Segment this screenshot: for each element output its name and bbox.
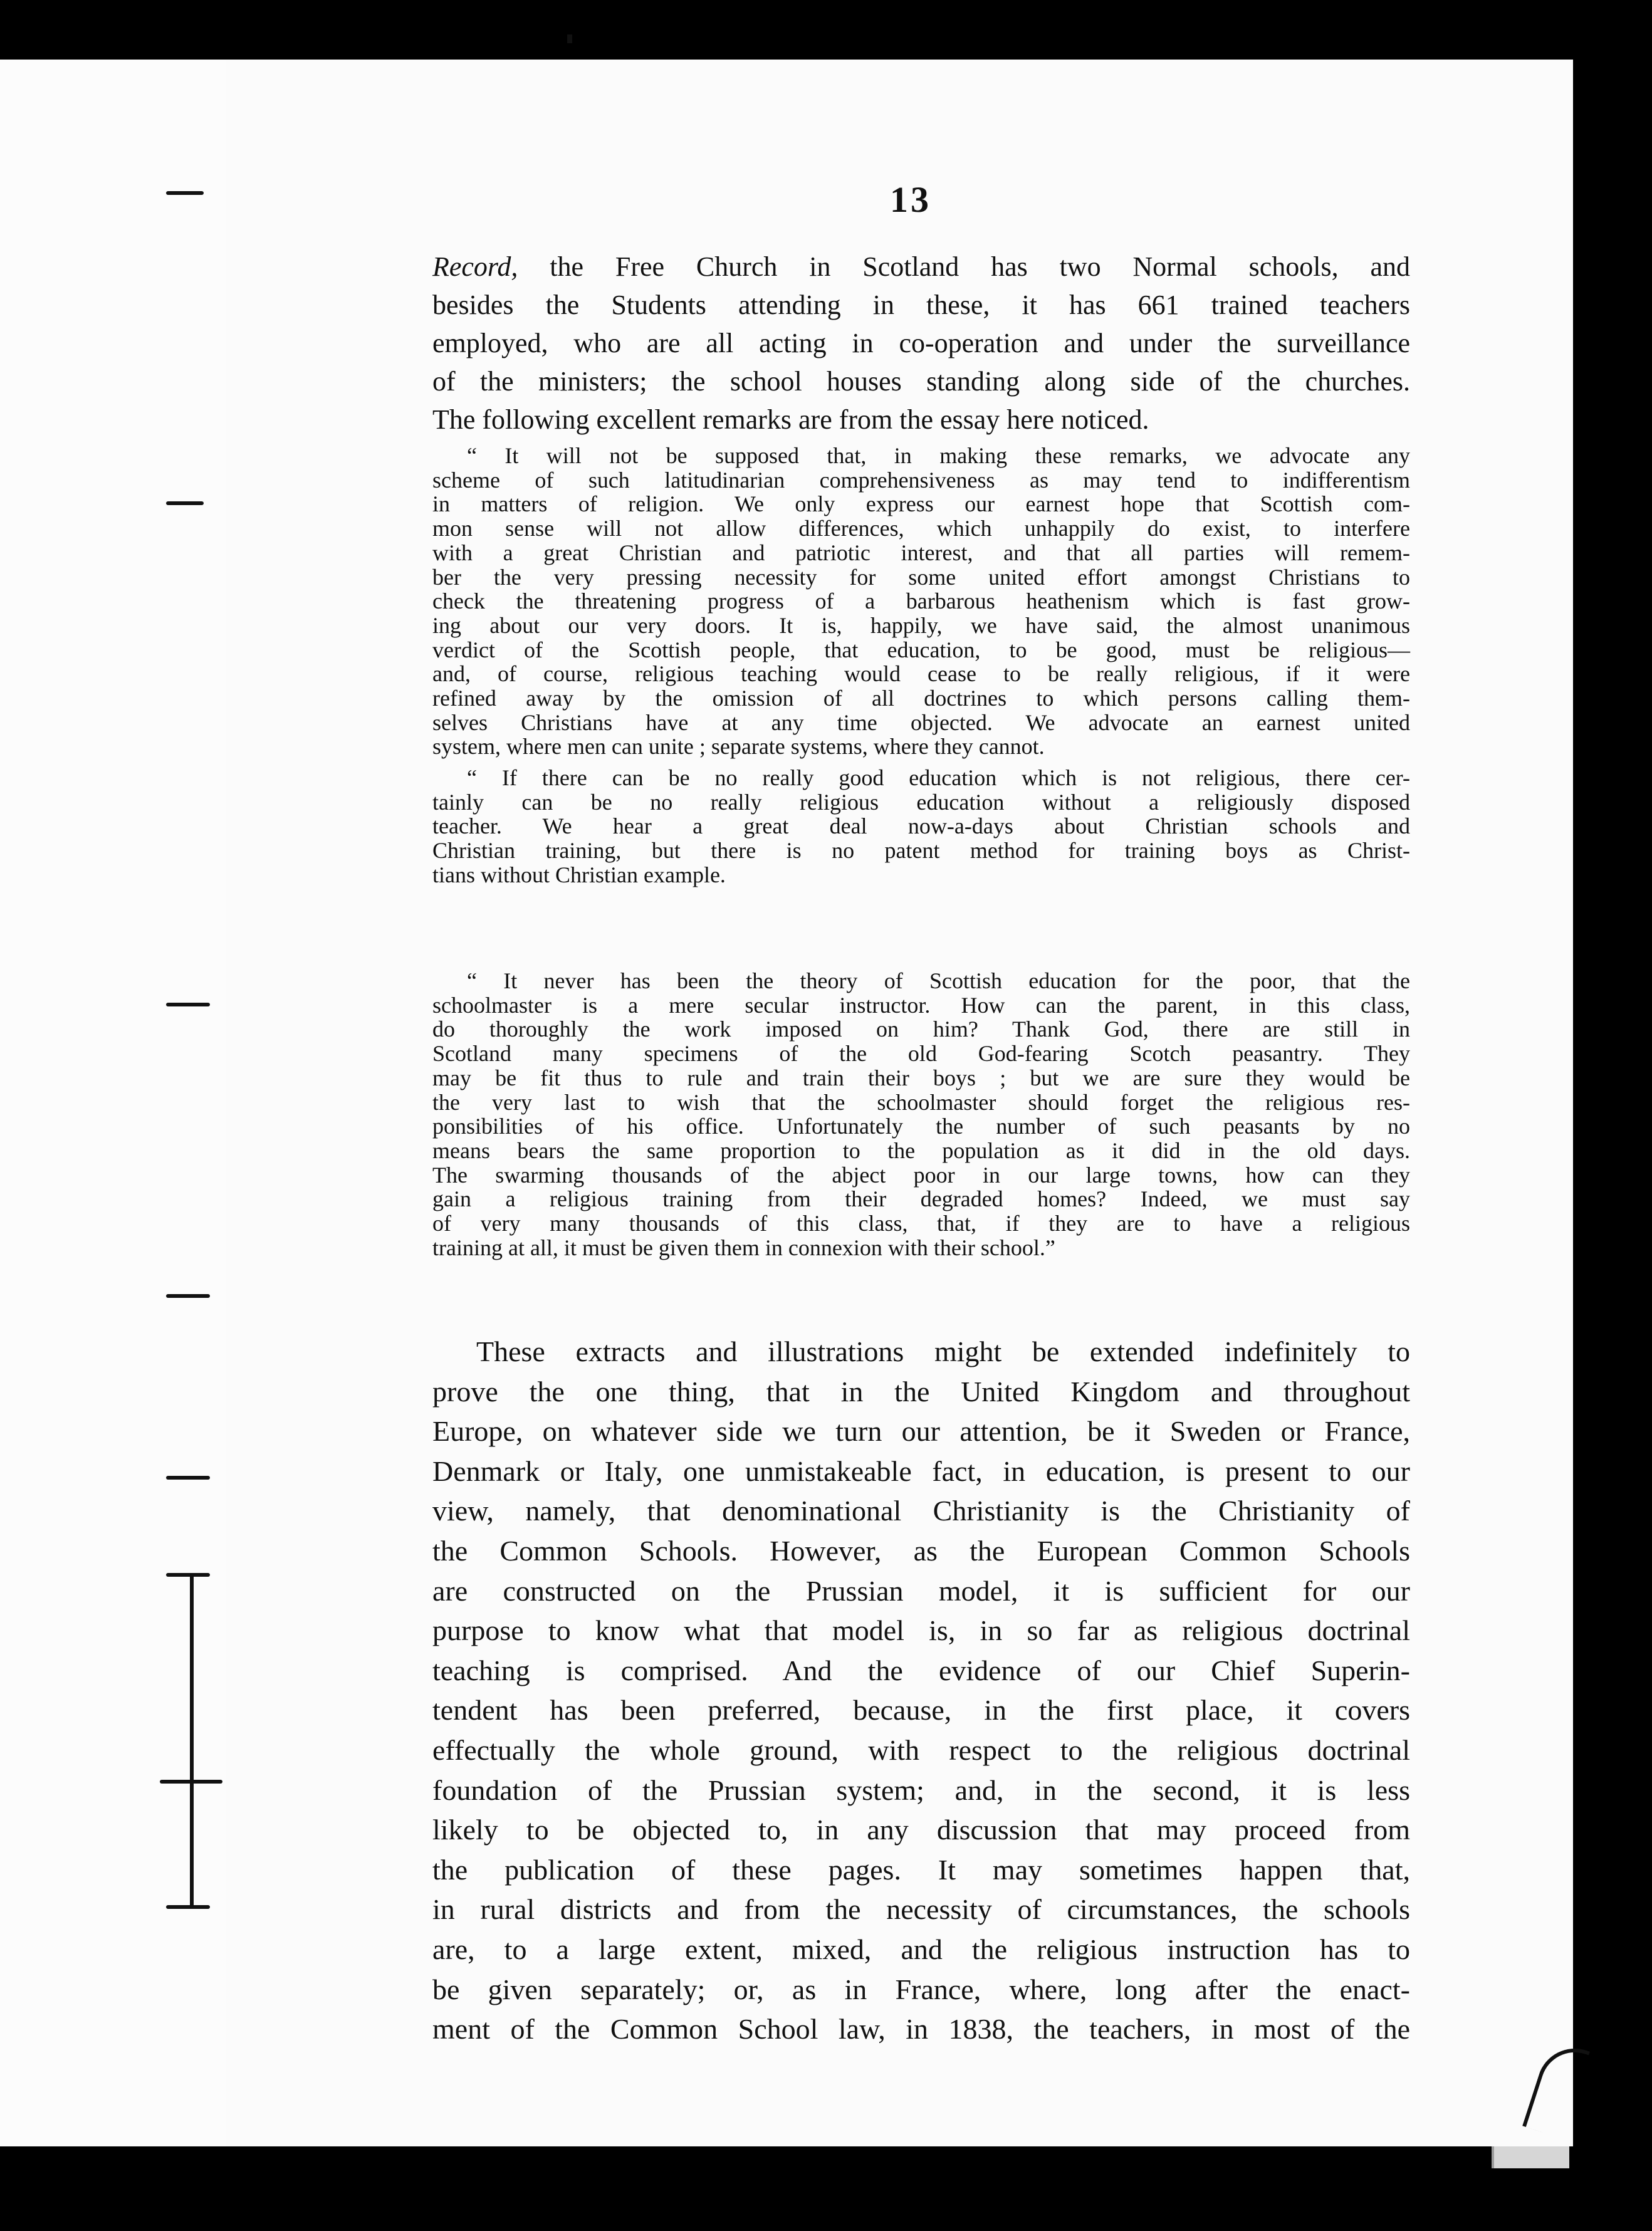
text-line: mon sense will not allow differences, which unhappily do exist, to interfere	[432, 516, 1410, 541]
text-line: employed, who are all acting in co-operation and under the surveillance	[432, 328, 1410, 358]
text-line: check the threatening progress of a barbarous heathenism which is fast grow-	[432, 588, 1410, 614]
text-line: prove the one thing, that in the United Kingdom and throughout	[432, 1375, 1410, 1408]
text-line: schoolmaster is a mere secular instructor. How can the parent, in this class,	[432, 992, 1410, 1018]
text-line: foundation of the Prussian system; and, in the second, it is less	[432, 1774, 1410, 1806]
text-line: teaching is comprised. And the evidence of our Chief Superin-	[432, 1654, 1410, 1686]
binding-stitch	[166, 1905, 210, 1909]
text-line: do thoroughly the work imposed on him? Thank God, there are still in	[432, 1016, 1410, 1042]
text-line: The swarming thousands of the abject poor in our large towns, how can they	[432, 1162, 1410, 1188]
text-line: the Common Schools. However, as the European Common Schools	[432, 1534, 1410, 1567]
text-line: verdict of the Scottish people, that education, to be good, must be religious—	[432, 637, 1410, 662]
text-line: ponsibilities of his office. Unfortunately the number of such peasants by no	[432, 1114, 1410, 1139]
text-line: training at all, it must be given them in connexion with their school.”	[432, 1235, 1055, 1260]
text-line: purpose to know what that model is, in so far as religious doctrinal	[432, 1614, 1410, 1647]
binding-thread	[190, 1780, 194, 1905]
binding-stitch	[166, 1476, 210, 1480]
binding-thread	[190, 1573, 194, 1780]
page-number: 13	[890, 179, 931, 220]
body-paragraph	[432, 1332, 1410, 2049]
quotation-paragraph	[432, 444, 1410, 759]
text-line: Scotland many specimens of the old God-fearing Scotch peasantry. They	[432, 1041, 1410, 1067]
text-line: “ It will not be supposed that, in making these remarks, we advocate any	[467, 443, 1410, 468]
text-line: The following excellent remarks are from the essay here noticed.	[432, 404, 1149, 435]
binding-stitch	[166, 1003, 210, 1006]
italic-word: Record,	[432, 251, 518, 282]
binding-stitch	[166, 191, 204, 195]
binding-stitch	[166, 1294, 210, 1298]
text-line: scheme of such latitudinarian comprehensiveness as may tend to indifferentism	[432, 467, 1410, 493]
text-line: and, of course, religious teaching would cease to be really religious, if it were	[432, 661, 1410, 687]
text-line: These extracts and illustrations might be extended indefinitely to	[476, 1335, 1410, 1367]
text-line: of the ministers; the school houses standing along side of the churches.	[432, 366, 1410, 397]
text-line: Record, the Free Church in Scotland has two Normal schools, and	[432, 251, 1410, 282]
text-line: the very last to wish that the schoolmaster should forget the religious res-	[432, 1089, 1410, 1115]
lead-paragraph	[432, 248, 1410, 439]
quotation-paragraph	[432, 766, 1410, 887]
text-line: gain a religious training from their degraded homes? Indeed, we must say	[432, 1186, 1410, 1212]
text-line: view, namely, that denominational Christianity is the Christianity of	[432, 1495, 1410, 1527]
text-line: “ It never has been the theory of Scottish education for the poor, that the	[467, 968, 1410, 993]
text-line: effectually the whole ground, with respect to the religious doctrinal	[432, 1733, 1410, 1766]
binding-stitch	[166, 1573, 210, 1577]
text-line: “ If there can be no really good education which is not religious, there cer-	[467, 765, 1410, 790]
text-line: ing about our very doors. It is, happily, we have said, the almost unanimous	[432, 612, 1410, 638]
text-line: besides the Students attending in these, it has 661 trained teachers	[432, 290, 1410, 320]
text-line: may be fit thus to rule and train their boys ; but we are sure they would be	[432, 1065, 1410, 1090]
text-line: teacher. We hear a great deal now-a-days about Christian schools and	[432, 813, 1410, 839]
quotation-paragraph	[432, 969, 1410, 1260]
text-line: ber the very pressing necessity for some united effort amongst Christians to	[432, 564, 1410, 590]
text-line: tians without Christian example.	[432, 862, 726, 887]
text-line: Denmark or Italy, one unmistakeable fact, in education, is present to our	[432, 1455, 1410, 1487]
text-line: are, to a large extent, mixed, and the religious instruction has to	[432, 1933, 1410, 1965]
binding-stitch	[166, 501, 204, 505]
text-line: Christian training, but there is no patent method for training boys as Christ-	[432, 838, 1410, 864]
text-line: tainly can be no really religious education without a religiously disposed	[432, 789, 1410, 815]
text-line: in rural districts and from the necessity of circumstances, the schools	[432, 1893, 1410, 1926]
text-line: of very many thousands of this class, that, if they are to have a religious	[432, 1211, 1410, 1236]
text-line: tendent has been preferred, because, in the first place, it covers	[432, 1694, 1410, 1727]
text-line: Europe, on whatever side we turn our attention, be it Sweden or France,	[432, 1415, 1410, 1448]
text-line: are constructed on the Prussian model, it is sufficient for our	[432, 1574, 1410, 1607]
text-line: in matters of religion. We only express our earnest hope that Scottish com-	[432, 491, 1410, 517]
text-line: selves Christians have at any time objected. We advocate an earnest united	[432, 709, 1410, 735]
text-line: ment of the Common School law, in 1838, the teachers, in most of the	[432, 2013, 1410, 2046]
text-line: refined away by the omission of all doctrines to which persons calling them-	[432, 686, 1410, 711]
scan-speck	[567, 34, 572, 43]
text-line: means bears the same proportion to the population as it did in the old days.	[432, 1137, 1410, 1163]
text-line: likely to be objected to, in any discussion that may proceed from	[432, 1814, 1410, 1846]
text-line: system, where men can unite ; separate systems, where they cannot.	[432, 734, 1045, 760]
text-line: the publication of these pages. It may sometimes happen that,	[432, 1853, 1410, 1886]
text-line: with a great Christian and patriotic interest, and that all parties will remem-	[432, 540, 1410, 565]
text-line: be given separately; or, as in France, where, long after the enact-	[432, 1973, 1410, 2005]
